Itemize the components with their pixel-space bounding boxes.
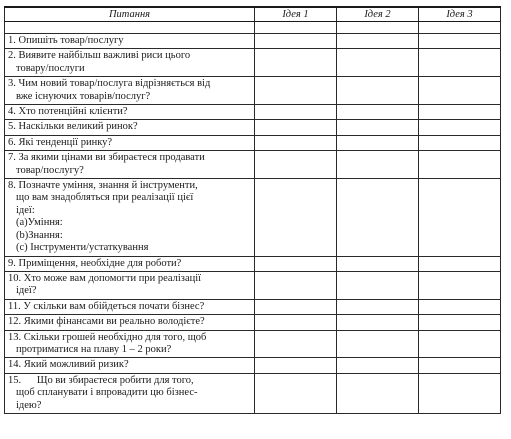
idea-2-answer-cell[interactable] bbox=[337, 373, 419, 413]
idea-1-answer-cell[interactable] bbox=[255, 120, 337, 135]
question-text: Хто потенційні клієнти? bbox=[18, 106, 128, 118]
table-row bbox=[5, 271, 501, 299]
idea-3-answer-cell[interactable] bbox=[419, 271, 501, 299]
question-text: що вам знадобляться при реалізації цієї bbox=[16, 192, 194, 204]
idea-3-answer-cell[interactable] bbox=[419, 373, 501, 413]
idea-2-answer-cell[interactable] bbox=[337, 358, 419, 373]
table-row bbox=[5, 49, 501, 77]
question-text: Опишіть товар/послугу bbox=[18, 35, 124, 46]
idea-1-answer-cell[interactable] bbox=[255, 135, 337, 150]
header-question: Питання bbox=[5, 7, 255, 22]
question-cell bbox=[5, 135, 255, 150]
question-cell bbox=[5, 271, 255, 299]
question-text: вже існуючих товарів/послуг? bbox=[16, 90, 151, 102]
table-row bbox=[5, 151, 501, 179]
question-cell bbox=[5, 120, 255, 135]
table-row bbox=[5, 373, 501, 413]
question-text: Чим новий товар/послуга відрізняється від bbox=[18, 78, 211, 90]
question-text: ідею? bbox=[16, 399, 42, 411]
question-cell bbox=[5, 373, 255, 413]
question-cell bbox=[5, 358, 255, 373]
question-text: Виявите найбільш важливі риси цього bbox=[18, 50, 191, 62]
header-idea-3: Ідея 3 bbox=[419, 7, 501, 22]
idea-3-answer-cell[interactable] bbox=[419, 77, 501, 105]
question-number: 7. bbox=[8, 152, 16, 164]
idea-2-answer-cell[interactable] bbox=[337, 179, 419, 256]
question-cell bbox=[5, 34, 255, 49]
question-number: 14. bbox=[8, 359, 22, 371]
question-number: 5. bbox=[8, 121, 16, 133]
question-number: 9. bbox=[8, 257, 16, 269]
idea-2-answer-cell[interactable] bbox=[337, 271, 419, 299]
question-number: 12. bbox=[8, 316, 22, 328]
table-row bbox=[5, 299, 501, 314]
idea-1-answer-cell[interactable] bbox=[255, 77, 337, 105]
idea-1-answer-cell[interactable] bbox=[255, 34, 337, 49]
question-number: 6. bbox=[8, 136, 16, 148]
idea-2-answer-cell[interactable] bbox=[337, 77, 419, 105]
idea-1-answer-cell[interactable] bbox=[255, 358, 337, 373]
question-subitem: (с) Інструменти/устаткування bbox=[16, 242, 149, 254]
table-row bbox=[5, 105, 501, 120]
question-number: 8. bbox=[8, 180, 16, 192]
idea-1-answer-cell[interactable] bbox=[255, 49, 337, 77]
question-text: Які тенденції ринку? bbox=[18, 136, 113, 148]
idea-2-answer-cell[interactable] bbox=[337, 256, 419, 271]
question-cell bbox=[5, 330, 255, 358]
idea-3-answer-cell[interactable] bbox=[419, 299, 501, 314]
question-cell bbox=[5, 179, 255, 256]
table-row bbox=[5, 330, 501, 358]
question-cell bbox=[5, 105, 255, 120]
idea-3-answer-cell[interactable] bbox=[419, 49, 501, 77]
question-text: У скільки вам обійдеться почати бізнес? bbox=[23, 300, 205, 312]
idea-2-answer-cell[interactable] bbox=[337, 330, 419, 358]
idea-2-answer-cell[interactable] bbox=[337, 299, 419, 314]
table-row bbox=[5, 120, 501, 135]
question-number: 10. bbox=[8, 272, 22, 284]
question-text: товар/послугу? bbox=[16, 164, 84, 176]
question-text: Позначте уміння, знання й інструменти, bbox=[18, 180, 198, 192]
question-text: ідеї: bbox=[16, 204, 35, 216]
question-text: Приміщення, необхідне для роботи? bbox=[18, 257, 182, 269]
table-header-row bbox=[5, 7, 501, 22]
idea-1-answer-cell[interactable] bbox=[255, 299, 337, 314]
question-text: товару/послуги bbox=[16, 62, 85, 74]
idea-2-answer-cell[interactable] bbox=[337, 135, 419, 150]
idea-1-answer-cell[interactable] bbox=[255, 256, 337, 271]
idea-evaluation-table bbox=[4, 6, 501, 414]
question-text: Скільки грошей необхідно для того, щоб bbox=[23, 331, 207, 343]
idea-3-answer-cell[interactable] bbox=[419, 34, 501, 49]
question-number: 15. bbox=[8, 374, 22, 386]
question-subitem: (b)Знання: bbox=[16, 229, 63, 241]
question-cell bbox=[5, 299, 255, 314]
table-row bbox=[5, 256, 501, 271]
table-row bbox=[5, 34, 501, 49]
question-text: Наскільки великий ринок? bbox=[18, 121, 138, 133]
idea-3-answer-cell[interactable] bbox=[419, 179, 501, 256]
table-row bbox=[5, 179, 501, 256]
idea-2-answer-cell[interactable] bbox=[337, 49, 419, 77]
question-cell bbox=[5, 151, 255, 179]
idea-3-answer-cell[interactable] bbox=[419, 120, 501, 135]
idea-3-answer-cell[interactable] bbox=[419, 135, 501, 150]
question-number: 11. bbox=[8, 300, 21, 312]
table-row bbox=[5, 135, 501, 150]
idea-3-answer-cell[interactable] bbox=[419, 330, 501, 358]
question-cell bbox=[5, 77, 255, 105]
idea-1-answer-cell[interactable] bbox=[255, 315, 337, 330]
question-number: 4. bbox=[8, 106, 16, 118]
question-cell bbox=[5, 315, 255, 330]
question-text: Якими фінансами ви реально володієте? bbox=[23, 316, 205, 328]
idea-2-answer-cell[interactable] bbox=[337, 315, 419, 330]
idea-2-answer-cell[interactable] bbox=[337, 34, 419, 49]
idea-3-answer-cell[interactable] bbox=[419, 315, 501, 330]
idea-1-answer-cell[interactable] bbox=[255, 151, 337, 179]
header-idea-2: Ідея 2 bbox=[337, 7, 419, 22]
idea-3-answer-cell[interactable] bbox=[419, 105, 501, 120]
question-number: 1. bbox=[8, 35, 16, 46]
question-text: Який можливий ризик? bbox=[23, 359, 129, 371]
question-number: 2. bbox=[8, 50, 16, 62]
question-number: 3. bbox=[8, 78, 16, 90]
question-subitem: (а)Уміння: bbox=[16, 217, 63, 229]
idea-1-answer-cell[interactable] bbox=[255, 373, 337, 413]
question-text: щоб спланувати і впровадити цю бізнес- bbox=[16, 387, 198, 399]
idea-1-answer-cell[interactable] bbox=[255, 330, 337, 358]
question-text: ідеї? bbox=[16, 285, 37, 297]
table-row bbox=[5, 315, 501, 330]
idea-1-answer-cell[interactable] bbox=[255, 271, 337, 299]
table-row bbox=[5, 77, 501, 105]
table-row bbox=[5, 358, 501, 373]
question-text: протриматися на плаву 1 – 2 роки? bbox=[16, 343, 172, 355]
idea-3-answer-cell[interactable] bbox=[419, 151, 501, 179]
idea-1-answer-cell[interactable] bbox=[255, 105, 337, 120]
idea-3-answer-cell[interactable] bbox=[419, 256, 501, 271]
question-cell bbox=[5, 256, 255, 271]
idea-1-answer-cell[interactable] bbox=[255, 179, 337, 256]
question-text: Що ви збираєтеся робити для того, bbox=[36, 374, 194, 386]
question-cell bbox=[5, 49, 255, 77]
question-text: Хто може вам допомогти при реалізації bbox=[23, 272, 202, 284]
header-idea-1: Ідея 1 bbox=[255, 7, 337, 22]
question-number: 13. bbox=[8, 331, 22, 343]
idea-2-answer-cell[interactable] bbox=[337, 151, 419, 179]
question-text: За якими цінами ви збираєтеся продавати bbox=[18, 152, 205, 164]
idea-3-answer-cell[interactable] bbox=[419, 358, 501, 373]
spacer-row bbox=[5, 22, 501, 34]
idea-2-answer-cell[interactable] bbox=[337, 120, 419, 135]
idea-2-answer-cell[interactable] bbox=[337, 105, 419, 120]
